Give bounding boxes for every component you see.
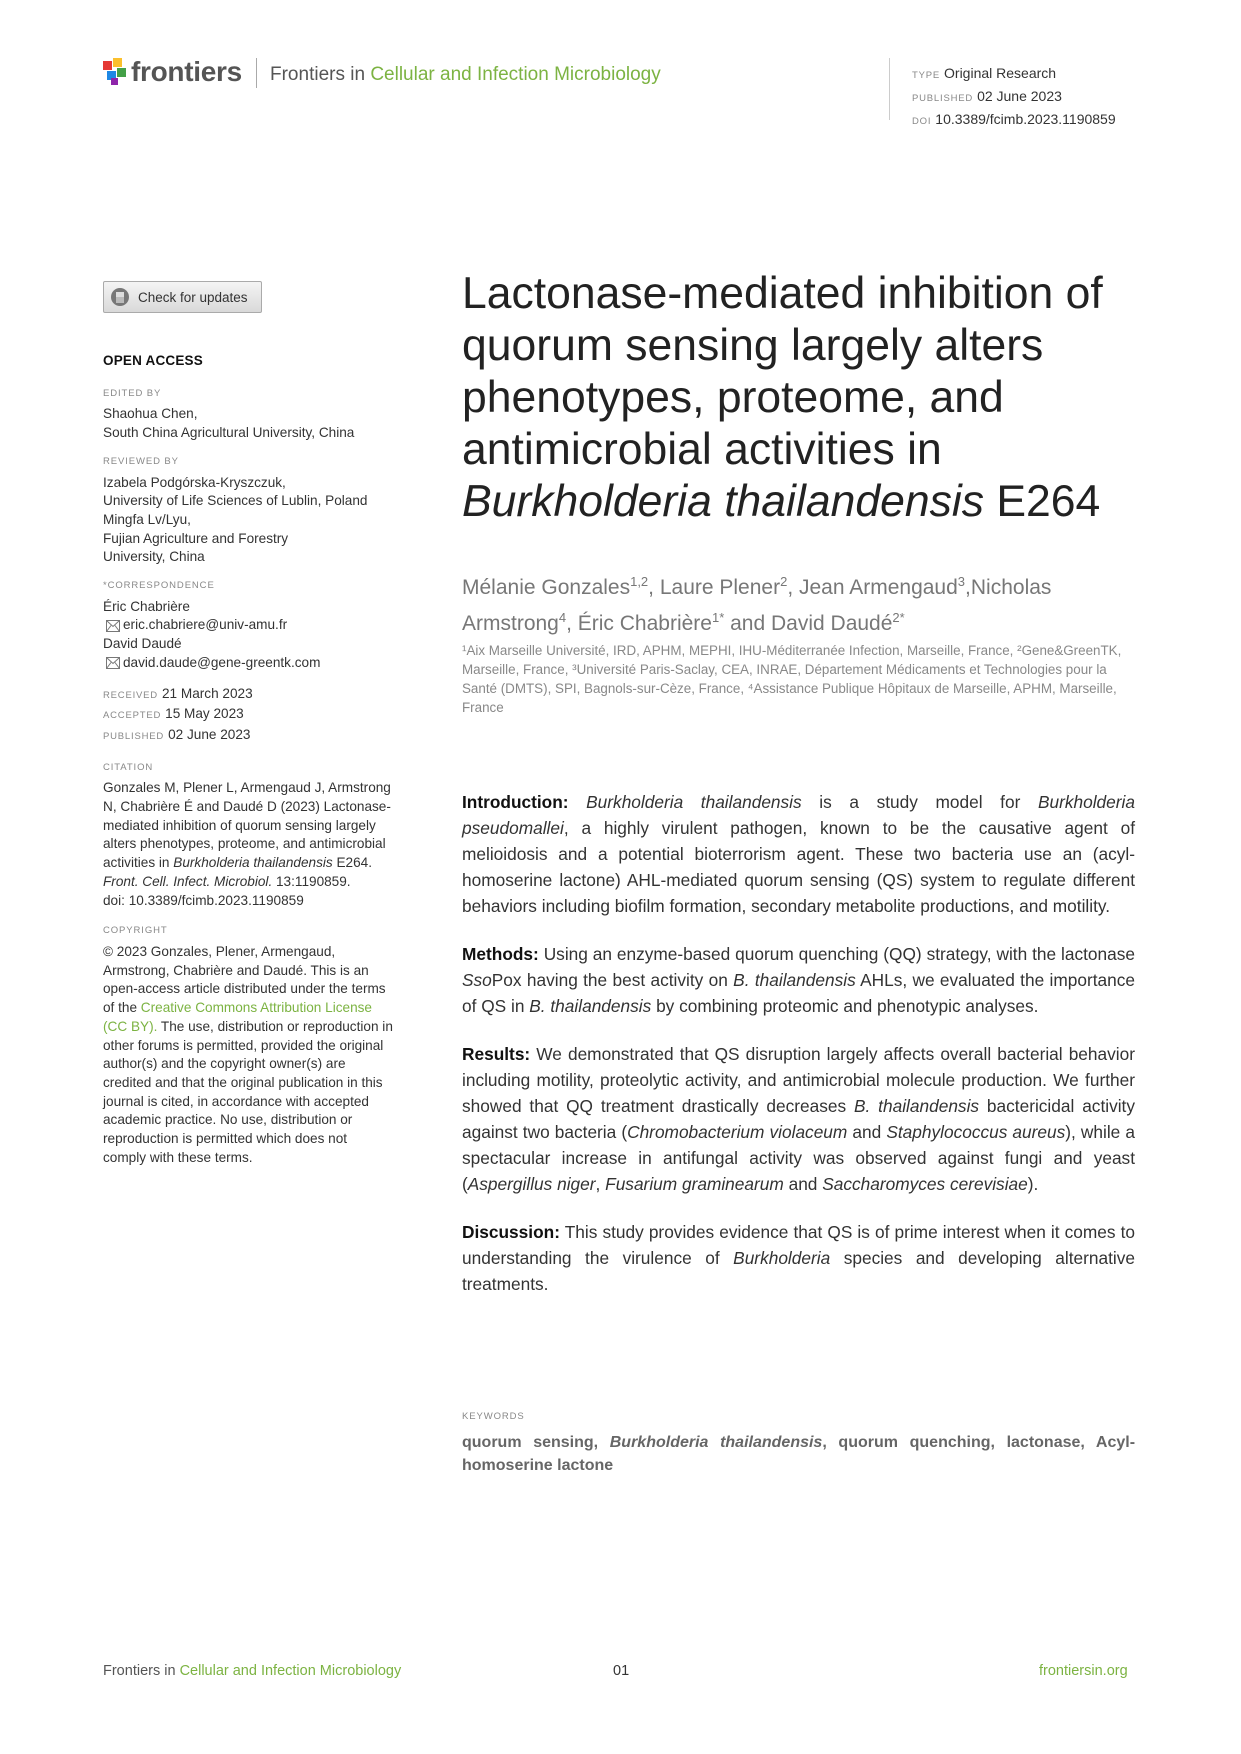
abstract-italic: B. thailandensis [529,996,652,1016]
abstract-results [462,1041,1135,1197]
received-value: 21 March 2023 [161,685,253,701]
published-value: 02 June 2023 [168,726,251,742]
type-label: TYPE [912,70,941,81]
published-label: PUBLISHED [912,93,974,104]
affiliations: ¹Aix Marseille Université, IRD, APHM, MEPHI, IHU-Méditerranée Infection, Marseille, France, ²Gene&GreenTK, Marseille, France, ³Université Paris-Saclay, CEA, INRAE, Département Médicaments et Technologies pour la Santé (DMTS), SPI, Bagnols-sur-Cèze, France, ⁴Assistance Publique Hôpitaux de Marseille, APHM, Marseille, France [462,643,1122,715]
author-affiliation-marker: 1* [711,610,725,625]
author-affiliation-marker: 2* [892,610,905,625]
author-name[interactable]: Jean Armengaud [799,576,958,599]
correspondent-email[interactable]: david.daude@gene-greentk.com [123,654,321,670]
received-date [103,685,393,706]
correspondent-email[interactable]: eric.chabriere@univ-amu.fr [123,617,288,633]
abstract-italic: Staphylococcus aureus [886,1122,1066,1142]
abstract-text [569,792,587,812]
abstract-text: , a highly virulent pathogen, known to be the causative agent of melioidosis and a potential bioterrorism agent. These two bacteria use an (acyl-homoserine lactone) AHL-mediated quorum sensing (QS) system to regulate different behaviors including biofilm formation, secondary metabolite productions, and motility. [462,818,1135,916]
abstract-discussion [462,1219,1135,1297]
abstract-italic: Saccharomyces cerevisiae [822,1174,1028,1194]
footer-journal[interactable] [103,1663,401,1679]
received-label: RECEIVED [103,689,158,701]
abstract-italic: Sso [462,970,492,990]
reviewer-name: Izabela Podgórska-Kryszczuk, [103,474,286,490]
logo-wordmark: frontiers [131,56,242,87]
section-label: Methods: [462,944,539,964]
author-name[interactable]: Laure Plener [659,576,781,599]
author-separator: , [648,576,660,599]
copyright-part: © 2023 Gonzales, Plener, Armengaud, Armstrong, Chabrière and Daudé. This is an open-access article distributed under the terms of the [103,943,386,1016]
check-updates-icon [110,287,130,307]
accepted-value: 15 May 2023 [165,706,244,722]
abstract-italic: B. thailandensis [853,1096,980,1116]
title-species: Burkholderia thailandensis [462,477,984,526]
abstract-text: We demonstrated that QS disruption largely affects overall bacterial behavior including motility, proteolytic activity, and antimicrobial molecule production. We further showed that QQ treatment drastically decreases [462,1044,1135,1116]
title-line: quorum sensing largely alters [462,321,1044,370]
footer-site-link[interactable]: frontiersin.org [1039,1663,1128,1679]
footer-journal-name: Cellular and Infection Microbiology [179,1663,402,1679]
edited-by-label: EDITED BY [103,387,162,399]
article-meta [912,63,1116,132]
author-separator: , [787,576,799,599]
title-line: E264 [983,477,1101,526]
citation-part: Gonzales M, Plener L, Armengaud J, Armstrong N, Chabrière É and Daudé D (2023) Lactonase-mediated inhibition of quorum sensing largely alters phenotypes, proteome, and antimicrobial activities in [103,780,391,871]
copyright-text [103,943,393,1167]
abstract-text: Pox having the best activity on [491,970,734,990]
abstract-text: ). [1027,1174,1039,1194]
envelope-icon [106,620,120,632]
abstract-introduction [462,789,1135,919]
abstract-text: AHLs, we evaluated the importance of QS in [462,970,1136,1016]
citation-doi[interactable]: doi: 10.3389/fcimb.2023.1190859 [103,892,304,908]
abstract-text: is a study model for [801,792,1038,812]
copyright-label: COPYRIGHT [103,925,168,937]
reviewer-affiliation: University, China [103,549,205,565]
cc-license-link[interactable]: Creative Commons Attribution License (CC BY). [103,1000,372,1034]
abstract-italic: Chromobacterium violaceum [627,1122,848,1142]
abstract-italic: Burkholderia thailandensis [586,792,802,812]
correspondent-email-row [103,616,393,635]
citation-part: E264. [332,855,373,871]
citation-label: CITATION [103,761,154,773]
author-affiliation-marker: 1,2 [630,574,649,589]
article-title [462,268,1142,528]
editor-affiliation: South China Agricultural University, China [103,425,355,441]
title-line: Lactonase-mediated inhibition of [462,269,1103,318]
title-line: phenotypes, proteome, and [462,373,1004,422]
abstract-methods [462,941,1135,1019]
correspondence-label: *CORRESPONDENCE [103,580,215,592]
copyright-part: The use, distribution or reproduction in other forums is permitted, provided the original author(s) and the copyright owner(s) are credited and that the original publication in this journal is cited, in accordance with accepted academic practice. No use, distribution or reproduction is permitted which does not comply with these terms. [103,1018,393,1165]
journal-title[interactable] [270,64,661,86]
author-affiliation-marker: 4 [558,610,567,625]
citation-text [103,779,393,910]
abstract-italic: B. thailandensis [733,970,856,990]
type-value: Original Research [944,65,1057,81]
doi-label: DOI [912,116,932,127]
journal-name: Cellular and Infection Microbiology [370,64,661,85]
check-for-updates-button[interactable] [103,281,262,313]
author-name[interactable]: Mélanie Gonzales [462,576,631,599]
sidebar [103,352,393,1167]
keyword-text: quorum sensing, [462,1434,610,1451]
correspondent-email-row [103,654,393,673]
accepted-date [103,705,393,726]
abstract-text: by combining proteomic and phenotypic analyses. [651,996,1039,1016]
reviewer-name: Mingfa Lv/Lyu, [103,511,191,527]
abstract-italic: Burkholderia pseudomallei [462,792,1135,838]
published-date [103,726,393,747]
correspondent-name: Éric Chabrière [103,598,190,614]
keyword-text: , quorum quenching, lactonase, Acyl-homoserine lactone [462,1434,1136,1474]
envelope-icon [106,657,120,669]
keywords-label: KEYWORDS [462,1411,525,1422]
author-name[interactable]: Éric Chabrière [577,612,712,635]
citation-species: Burkholderia thailandensis [173,855,333,871]
abstract-text: and [783,1174,823,1194]
abstract-italic: Burkholderia [733,1248,831,1268]
abstract-text: bactericidal activity against two bacteria ( [462,1096,1136,1142]
check-updates-label: Check for updates [138,289,248,305]
page-number: 01 [613,1663,630,1679]
editor-name: Shaohua Chen, [103,406,198,422]
abstract-text: This study provides evidence that QS is of prime interest when it comes to understanding the virulence of [462,1222,1135,1268]
frontiers-logo[interactable] [103,56,242,88]
correspondent-name: David Daudé [103,636,182,652]
keywords [462,1431,1135,1477]
author-name[interactable]: David Daudé [771,612,893,635]
title-line: antimicrobial activities in [462,425,942,474]
open-access-label: OPEN ACCESS [103,353,203,368]
published-label: PUBLISHED [103,730,165,742]
citation-journal: Front. Cell. Infect. Microbiol. [103,873,273,889]
header-divider [256,58,257,88]
reviewed-by-label: REVIEWED BY [103,455,179,467]
section-label: Discussion: [462,1222,560,1242]
citation-volume: 13:1190859. [272,873,351,889]
section-label: Introduction: [462,792,569,812]
author-name[interactable]: Nicholas Armstrong [462,576,1052,635]
abstract-text: , [595,1174,606,1194]
accepted-label: ACCEPTED [103,710,162,722]
abstract-text: species and developing alternative treatments. [462,1248,1135,1294]
abstract-text: and [847,1122,887,1142]
author-separator: , [965,576,971,599]
reviewer-affiliation: Fujian Agriculture and Forestry [103,530,289,546]
doi-value[interactable]: 10.3389/fcimb.2023.1190859 [935,111,1116,127]
footer-prefix: Frontiers in [103,1663,176,1679]
section-label: Results: [462,1044,531,1064]
author-affiliation-marker: 2 [780,574,788,589]
abstract-italic: Aspergillus niger [467,1174,596,1194]
author-affiliation-marker: 3 [957,574,966,589]
keyword-italic: Burkholderia thailandensis [609,1434,823,1451]
meta-divider [889,58,890,120]
journal-prefix: Frontiers in [270,64,366,85]
published-value: 02 June 2023 [977,88,1062,104]
author-list [462,567,1142,639]
author-separator: , [566,612,578,635]
reviewer-affiliation: University of Life Sciences of Lublin, Poland [103,493,368,509]
frontiers-logo-icon [103,58,127,86]
abstract [462,789,1135,1319]
author-separator: and [724,612,771,635]
abstract-italic: Fusarium graminearum [605,1174,784,1194]
abstract-text: Using an enzyme-based quorum quenching (QQ) strategy, with the lactonase [538,944,1135,964]
abstract-text: ), while a spectacular increase in antifungal activity was observed against fungi and yeast ( [462,1122,1135,1194]
